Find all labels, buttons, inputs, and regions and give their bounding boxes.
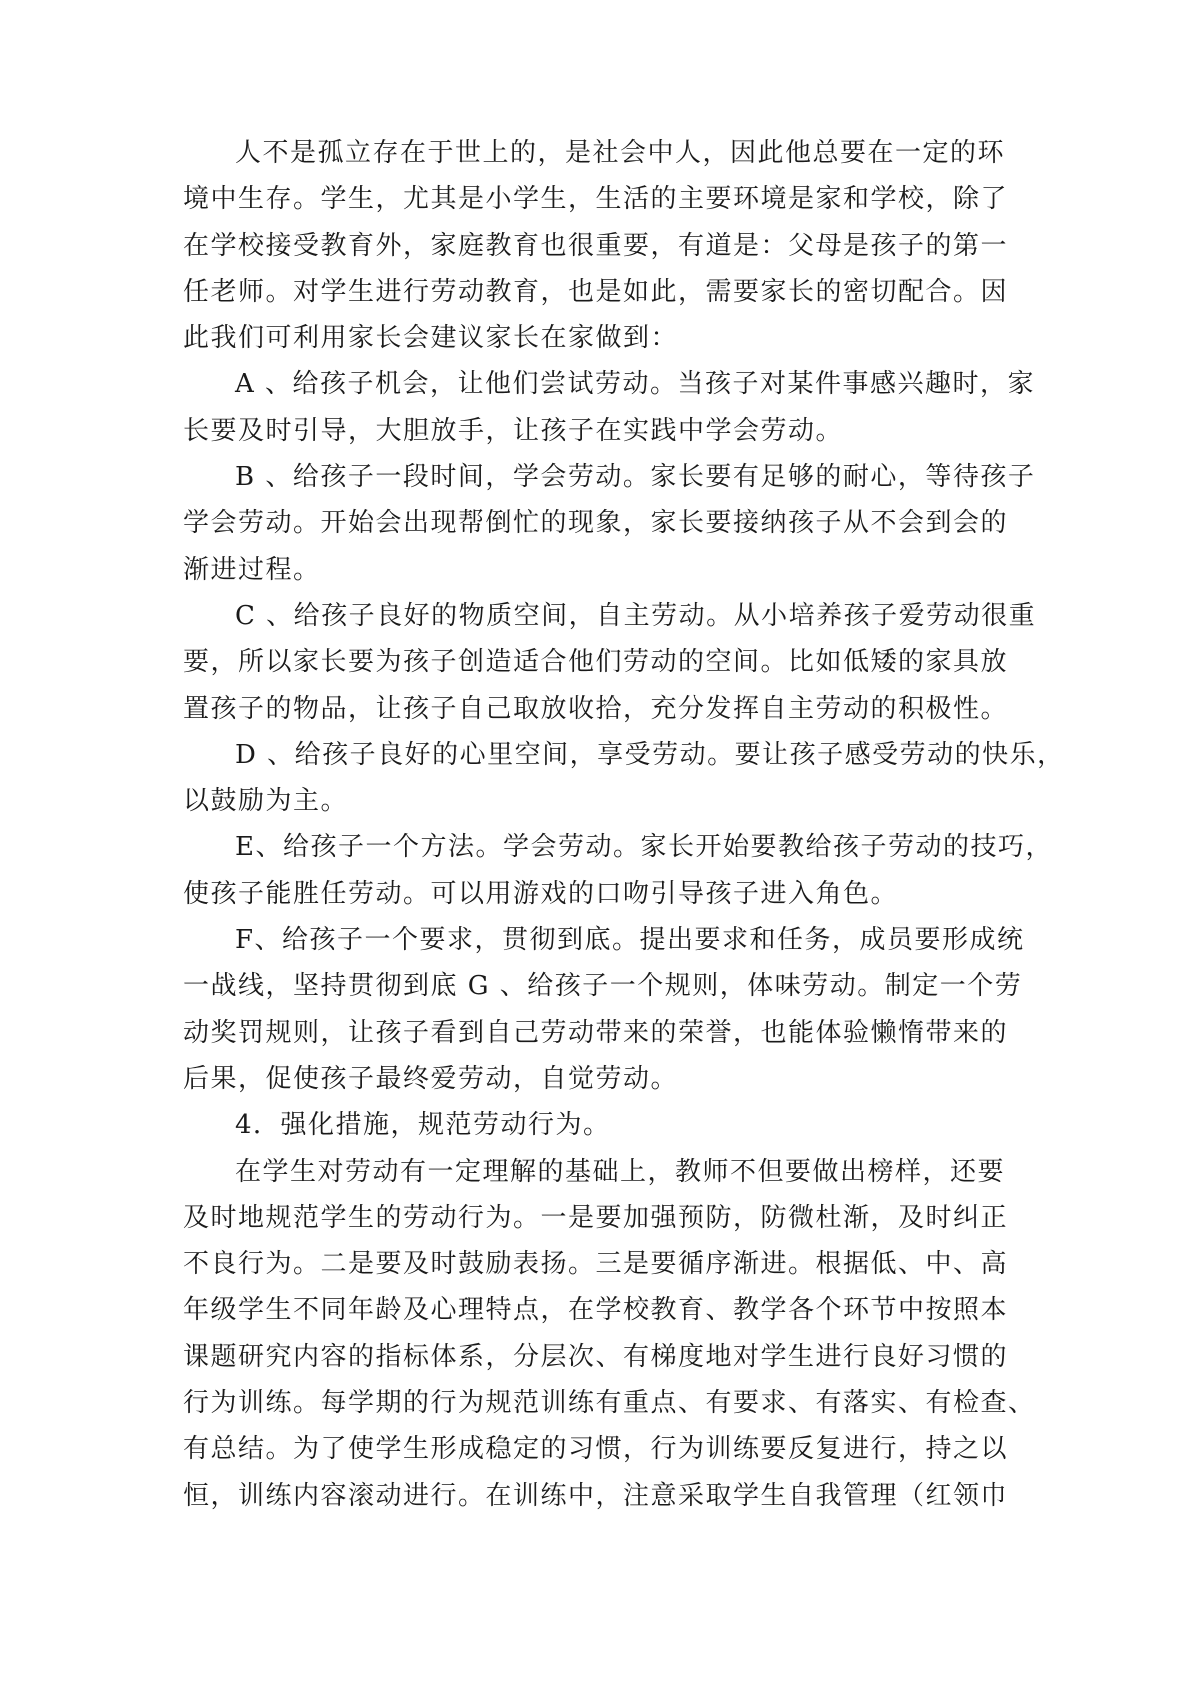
text-line: 在学校接受教育外，家庭教育也很重要，有道是：父母是孩子的第一	[183, 230, 1009, 261]
text-line: B 、给孩子一段时间，学会劳动。家长要有足够的耐心，等待孩子	[235, 462, 1036, 493]
text-line: 不良行为。二是要及时鼓励表扬。三是要循序渐进。根据低、中、高	[183, 1249, 1009, 1280]
text-line: 境中生存。学生，尤其是小学生，生活的主要环境是家和学校，除了	[183, 184, 1009, 215]
text-line: A 、给孩子机会，让他们尝试劳动。当孩子对某件事感兴趣时，家	[235, 369, 1036, 400]
text-line: 行为训练。每学期的行为规范训练有重点、有要求、有落实、有检查、	[183, 1388, 1036, 1419]
body-text	[183, 130, 1065, 1519]
text-line: 及时地规范学生的劳动行为。一是要加强预防，防微杜渐，及时纠正	[183, 1202, 1009, 1233]
text-line: 后果，促使孩子最终爱劳动，自觉劳动。	[183, 1063, 679, 1094]
text-line: 在学生对劳动有一定理解的基础上，教师不但要做出榜样，还要	[235, 1156, 1006, 1187]
text-line: 4．强化措施，规范劳动行为。	[235, 1110, 611, 1141]
text-line: D 、给孩子良好的心里空间，享受劳动。要让孩子感受劳动的快乐，	[235, 739, 1065, 770]
text-line: 此我们可利用家长会建议家长在家做到：	[183, 323, 679, 354]
text-line: 有总结。为了使学生形成稳定的习惯，行为训练要反复进行，持之以	[183, 1434, 1009, 1465]
text-line: 人不是孤立存在于世上的，是社会中人，因此他总要在一定的环	[235, 138, 1006, 168]
text-line: 置孩子的物品，让孩子自己取放收拾，充分发挥自主劳动的积极性。	[183, 693, 1009, 724]
text-line: 课题研究内容的指标体系，分层次、有梯度地对学生进行良好习惯的	[183, 1341, 1009, 1372]
text-line: 要，所以家长要为孩子创造适合他们劳动的空间。比如低矮的家具放	[183, 647, 1009, 678]
text-line: 一战线，坚持贯彻到底 G 、给孩子一个规则，体味劳动。制定一个劳	[183, 971, 1023, 1002]
text-line: 任老师。对学生进行劳动教育，也是如此，需要家长的密切配合。因	[183, 276, 1009, 307]
text-line: E、给孩子一个方法。学会劳动。家长开始要教给孩子劳动的技巧，	[235, 832, 1053, 863]
text-line: 以鼓励为主。	[183, 786, 349, 817]
text-line: 渐进过程。	[183, 554, 321, 585]
text-line: C 、给孩子良好的物质空间，自主劳动。从小培养孩子爱劳动很重	[235, 600, 1037, 631]
text-line: 长要及时引导，大胆放手，让孩子在实践中学会劳动。	[183, 415, 844, 446]
text-line: 恒，训练内容滚动进行。在训练中，注意采取学生自我管理（红领巾	[183, 1480, 1009, 1511]
text-line: 学会劳动。开始会出现帮倒忙的现象，家长要接纳孩子从不会到会的	[183, 508, 1009, 539]
text-line: 使孩子能胜任劳动。可以用游戏的口吻引导孩子进入角色。	[183, 878, 899, 909]
text-line: F、给孩子一个要求，贯彻到底。提出要求和任务，成员要形成统	[235, 925, 1025, 956]
text-line: 动奖罚规则，让孩子看到自己劳动带来的荣誉，也能体验懒惰带来的	[183, 1017, 1009, 1048]
text-line: 年级学生不同年龄及心理特点，在学校教育、教学各个环节中按照本	[183, 1295, 1009, 1326]
